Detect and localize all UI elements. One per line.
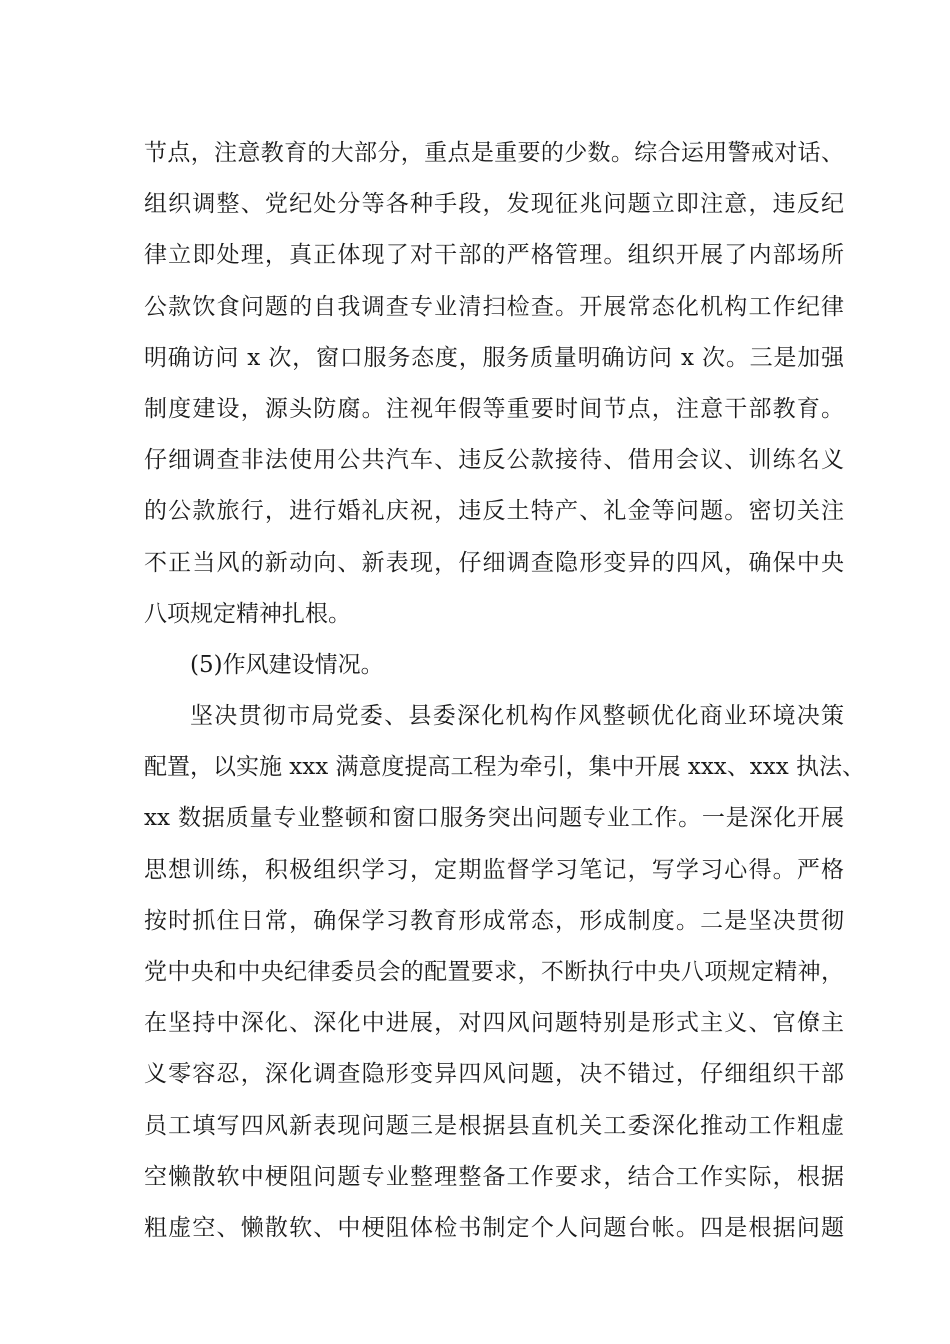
text-line: 制度建设，源头防腐。注视年假等重要时间节点，注意干部教育。 [144, 395, 844, 422]
text-line: 粗虚空、懒散软、中梗阻体检书制定个人问题台帐。四是根据问题 [144, 1214, 844, 1241]
text-line: 的公款旅行，进行婚礼庆祝，违反土特产、礼金等问题。密切关注 [144, 498, 844, 525]
text-line: 思想训练，积极组织学习，定期监督学习笔记，写学习心得。严格 [144, 856, 844, 883]
text-line: 明确访问 x 次，窗口服务态度，服务质量明确访问 x 次。三是加强 [144, 344, 844, 371]
text-line: 配置，以实施 xxx 满意度提高工程为牵引，集中开展 xxx、xxx 执法、 [144, 754, 865, 781]
text-line: 不正当风的新动向、新表现，仔细调查隐形变异的四风，确保中央 [144, 549, 844, 576]
text-line: 律立即处理，真正体现了对干部的严格管理。组织开展了内部场所 [144, 242, 844, 269]
text-line: 公款饮食问题的自我调查专业清扫检查。开展常态化机构工作纪律 [144, 293, 844, 320]
text-line: 在坚持中深化、深化中进展，对四风问题特别是形式主义、官僚主 [144, 1010, 844, 1037]
text-line: xx 数据质量专业整顿和窗口服务突出问题专业工作。一是深化开展 [144, 805, 844, 832]
text-line: 空懒散软中梗阻问题专业整理整备工作要求，结合工作实际，根据 [144, 1163, 844, 1190]
text-line: 组织调整、党纪处分等各种手段，发现征兆问题立即注意，违反纪 [144, 191, 844, 218]
section-heading: (5)作风建设情况。 [190, 651, 384, 678]
text-line: 按时抓住日常，确保学习教育形成常态，形成制度。二是坚决贯彻 [144, 907, 844, 934]
text-line: 仔细调查非法使用公共汽车、违反公款接待、借用会议、训练名义 [144, 447, 844, 474]
text-line: 节点，注意教育的大部分，重点是重要的少数。综合运用警戒对话、 [144, 140, 844, 166]
text-line: 坚决贯彻市局党委、县委深化机构作风整顿优化商业环境决策 [190, 703, 844, 730]
text-line: 党中央和中央纪律委员会的配置要求，不断执行中央八项规定精神， [144, 959, 844, 985]
text-line: 义零容忍，深化调查隐形变异四风问题，决不错过，仔细组织干部 [144, 1061, 844, 1088]
text-line: 八项规定精神扎根。 [144, 600, 351, 627]
document-body [144, 128, 865, 1254]
text-line: 员工填写四风新表现问题三是根据县直机关工委深化推动工作粗虚 [144, 1112, 844, 1139]
